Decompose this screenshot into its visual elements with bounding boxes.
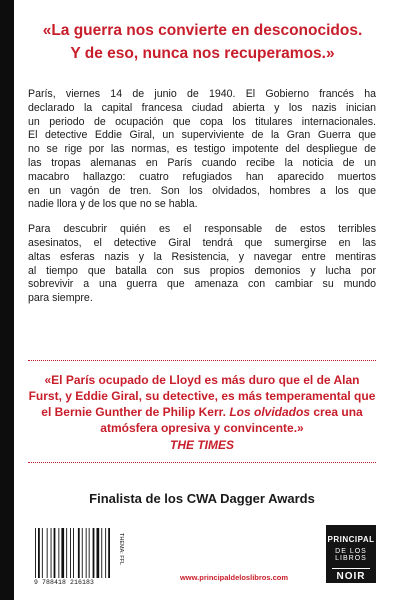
barcode-bar (35, 528, 36, 578)
synopsis-line: no se rige por las normas, es testigo impotente del despliegue de (28, 143, 376, 156)
synopsis-line: Para descubrir quién es el responsable de estos terribles (28, 223, 376, 236)
barcode-bar (108, 528, 110, 578)
synopsis-line: al tiempo que batalla con sus propios demonios y lucha por (28, 264, 376, 277)
barcode-bar (105, 528, 106, 578)
review-text-before: «El París ocupado de Lloyd es más duro que el de Alan Furst, y Eddie Giral, su detective, es más temperamental que el Bernie Gunther de Philip Kerr. (28, 373, 376, 419)
barcode-bar (89, 528, 90, 578)
dotted-divider-bottom (28, 462, 376, 463)
logo-line-3: NOIR (332, 568, 370, 582)
review-source: THE TIMES (169, 438, 234, 452)
synopsis-line: en un vagón de tren. Son los olvidados, hombres a los que (28, 184, 376, 197)
synopsis-line: declarado la capital francesa ciudad abierta y los nazis inician (28, 101, 376, 114)
synopsis-line: las tropas alemanas en París cuando recibe la noticia de un (28, 156, 376, 169)
synopsis-line: macabro hallazgo: cuatro refugiados han aparecido muertos (28, 170, 376, 183)
synopsis-line: nadie llora y de los que no se habla. (28, 198, 198, 211)
barcode-icon (34, 528, 112, 578)
barcode-bar (101, 528, 102, 578)
barcode-bar (51, 528, 52, 578)
top-quote-line-2: Y de eso, nunca nos recuperamos.» (70, 45, 335, 62)
barcode-bar (78, 528, 80, 578)
publisher-logo (326, 525, 376, 583)
barcode-bar (58, 528, 59, 578)
review-text-after: crea una atmósfera opresiva y convincente.» (100, 405, 363, 435)
barcode-bar (66, 528, 67, 578)
dotted-divider-top (28, 360, 376, 361)
barcode-bar (47, 528, 48, 578)
publisher-website[interactable]: www.principaldeloslibros.com (179, 573, 289, 582)
barcode-bar (61, 528, 64, 578)
barcode-bar (93, 528, 95, 578)
barcode-bar (38, 528, 40, 578)
synopsis-line: un periodo de ocupación que copa los titulares internacionales. (28, 115, 376, 128)
barcode-bar (86, 528, 87, 578)
barcode-bar (70, 528, 71, 578)
award-line: Finalista de los CWA Dagger Awards (89, 491, 315, 506)
synopsis-line: El detective Eddie Giral, un superviviente de la Gran Guerra que (28, 129, 376, 142)
top-pull-quote (30, 19, 375, 65)
book-spine-edge (0, 0, 14, 600)
synopsis-paragraph-1 (28, 88, 376, 212)
isbn-digits: 9 788418 216183 (34, 579, 95, 586)
review-book-title: Los olvidados (229, 405, 311, 419)
logo-line-2: DE LOS LIBROS (335, 548, 367, 562)
barcode-bar (73, 528, 74, 578)
synopsis-line: París, viernes 14 de junio de 1940. El Gobierno francés ha (28, 88, 376, 100)
barcode-bar (82, 528, 83, 578)
logo-line-1: PRINCIPAL (327, 535, 375, 544)
isbn-barcode-area (34, 528, 112, 590)
synopsis-paragraph-2 (28, 223, 376, 306)
review-quote (28, 372, 376, 453)
synopsis-line: asesinatos, el detective Giral tendrá que sumergirse en las (28, 236, 376, 249)
synopsis-line: sobrevivir a una guerra que amenaza con cambiar su mundo (28, 278, 376, 291)
barcode-bar (42, 528, 43, 578)
synopsis-line: altas esferas nazis y la Resistencia, y navegar entre mentiras (28, 250, 376, 263)
synopsis-text (28, 88, 376, 317)
barcode-bar (54, 528, 56, 578)
barcode-bar (97, 528, 100, 578)
top-quote-line-1: «La guerra nos convierte en desconocidos. (42, 22, 363, 39)
thema-code: THEMA: FFL (118, 533, 124, 566)
synopsis-line: para siempre. (28, 292, 93, 305)
